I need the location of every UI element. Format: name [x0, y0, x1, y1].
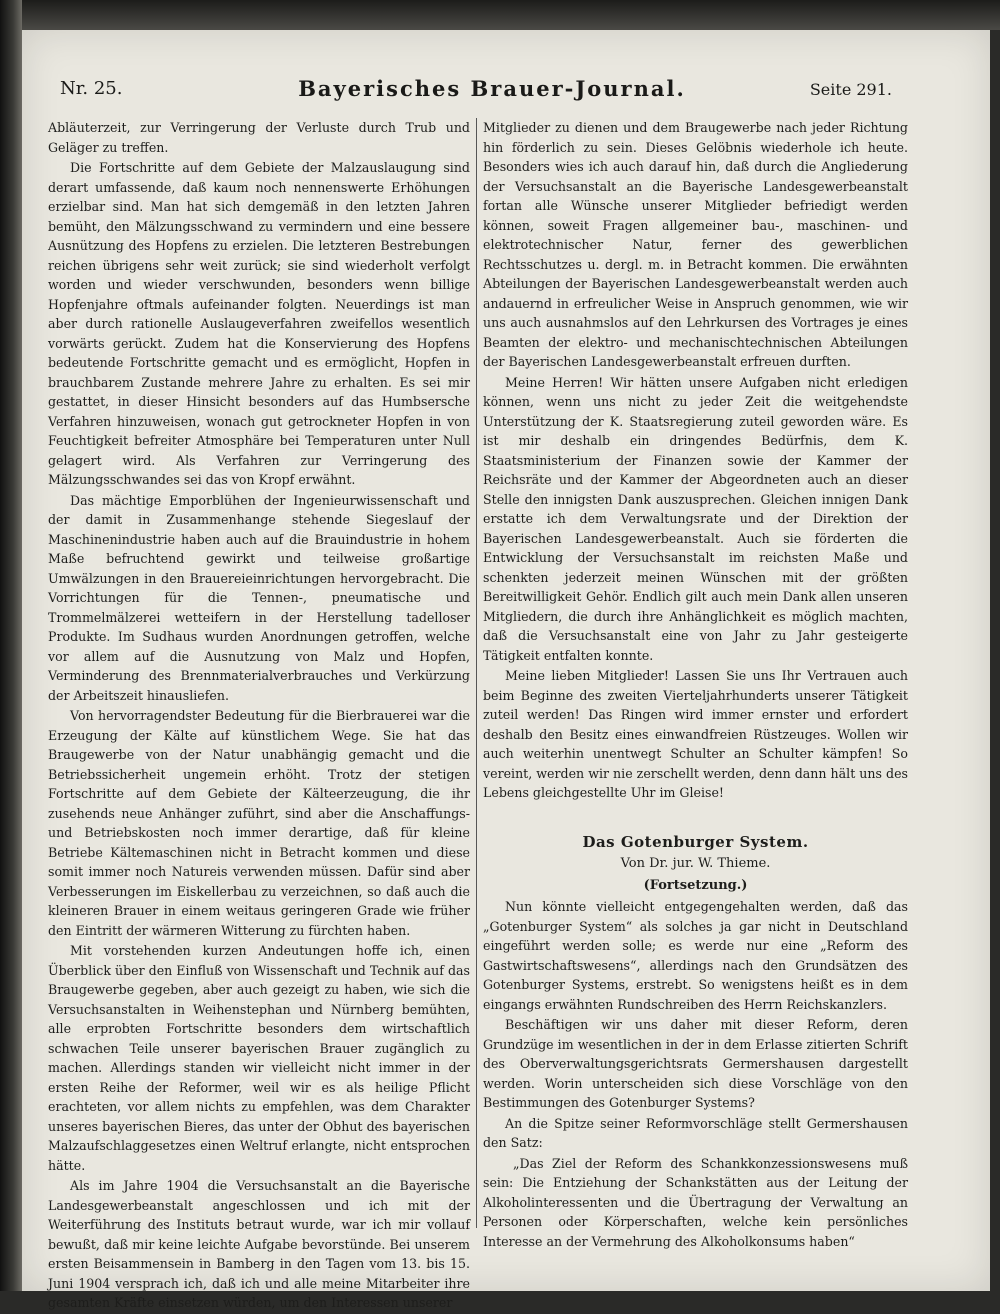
quote-text: „Das Ziel der Reform des Schankkonzessionswesens muß sein: Die Entziehung der Schankstätten aus der Leitung der Alkoholinteressenten und die Übertragung der Verwaltung an Personen oder Körperschaften, welche kein persönliches Interesse an der Vermehrung des Alkoholkonsums haben“ — [483, 1155, 908, 1249]
right-column — [483, 118, 908, 1252]
paragraph: Meine lieben Mitglieder! Lassen Sie uns Ihr Vertrauen auch beim Beginne des zweiten Vierteljahrhunderts unserer Tätigkeit zuteil werden! Das Ringen wird immer ernster und erfordert deshalb den Besitz eines einwandfreien Rüstzeuges. Wollen wir auch weiterhin unentwegt Schulter an Schulter kämpfen! So vereint, werden wir nie zerschellt werden, denn dann hält uns des Lebens gleichgestellte Uhr im Gleise! — [483, 668, 908, 800]
book-spine-shadow — [0, 0, 22, 1291]
paragraph: Beschäftigen wir uns daher mit dieser Reform, deren Grundzüge im wesentlichen in der in dem Erlasse zitierten Schrift des Oberverwaltungsgerichtsrats Germershausen dargestellt werden. Worin unterscheiden sich diese Vorschläge von den Bestimmungen des Gotenburger Systems? — [483, 1017, 908, 1110]
issue-number: Nr. 25. — [60, 78, 123, 99]
paragraph: An die Spitze seiner Reformvorschläge stellt Germershausen den Satz: — [483, 1115, 908, 1150]
paragraph: Als im Jahre 1904 die Versuchsanstalt an die Bayerische Landesgewerbeanstalt angeschlossen und ich mit der Weiterführung des Instituts betraut wurde, war ich mir vollauf bewußt, daß mir keine leichte Aufgabe bevorstünde. Bei unserem ersten Beisammensein in Bamberg in den Tagen vom 13. bis 15. Juni 1904 versprach ich, daß ich und alle meine Mitarbeiter ihre gesamten Kräfte einsetzen würden, um den Interessen unserer — [48, 1178, 470, 1310]
paragraph: Mitglieder zu dienen und dem Braugewerbe nach jeder Richtung hin förderlich zu sein. Dieses Gelöbnis wiederhole ich heute. Besonders wies ich auch darauf hin, daß durch die Angliederung der Versuchsanstalt an die Bayerische Landesgewerbeanstalt fortan alle Wünsche unserer Mitglieder befriedigt werden können, soweit Fragen allgemeiner bau-, maschinen- und elektrotechnischer Natur, ferner des gewerblichen Rechtsschutzes u. dergl. m. in Betracht kommen. Die erwähnten Abteilungen der Bayerischen Landesgewerbeanstalt werden auch andauernd in erfreulicher Weise in Anspruch genommen, wie wir uns auch ausnahmslos auf den Lehrkursen des Vortrages je eines Beamten der elektro- und mechanischtechnischen Abteilungen der Bayerischen Landesgewerbeanstalt erfreuen durften. — [483, 120, 908, 369]
scan-top-edge — [0, 0, 1000, 30]
continuation-note: (Fortsetzung.) — [643, 877, 748, 893]
paragraph: Das mächtige Emporblühen der Ingenieurwissenschaft und der damit in Zusammenhange stehende Siegeslauf der Maschinenindustrie haben auch auf die Brauindustrie in hohem Maße befruchtend gewirkt und teilweise großartige Umwälzungen in den Brauereieinrichtungen hervorgebracht. Die Vorrichtungen für die Tennen-, pneumatische und Trommelmälzerei wetteifern in der Herstellung tadelloser Produkte. Im Sudhaus wurden Anordnungen getroffen, welche vor allem auf die Ausnutzung von Malz und Hopfen, Verminderung des Brennmaterialverbrauches und Verkürzung der Arbeitszeit hinausliefen. — [48, 492, 470, 703]
paragraph: Mit vorstehenden kurzen Andeutungen hoffe ich, einen Überblick über den Einfluß von Wissenschaft und Technik auf das Braugewerbe gegeben, aber auch gezeigt zu haben, wie sich die Versuchsanstalten in Weihenstephan und Nürnberg bemühten, alle erprobten Fortschritte besonders dem wirtschaftlich schwachen Teile unserer bayerischen Brauer zugänglich zu machen. Allerdings standen wir vielleicht nicht immer in der ersten Reihe der Reformer, weil wir es als heilige Pflicht erachteten, vor allem nichts zu empfehlen, was dem Charakter unseres bayerischen Bieres, das unter der Obhut des bayerischen Malzaufschlaggesetzes einen Weltruf erlangte, nicht entsprochen hätte. — [48, 943, 470, 1173]
paragraph: Von hervorragendster Bedeutung für die Bierbrauerei war die Erzeugung der Kälte auf künstlichem Wege. Sie hat das Braugewerbe von der Natur unabhängig gemacht und die Betriebssicherheit ungemein erhöht. Trotz der stetigen Fortschritte auf dem Gebiete der Kälteerzeugung, die ihr zusehends neue Anhänger zuführt, sind aber die Anschaffungs- und Betriebskosten noch immer derartige, daß für kleine Betriebe Kältemaschinen nicht in Betracht kommen und diese somit immer noch Natureis verwenden müssen. Dafür sind aber Verbesserungen im Eiskellerbau zu verzeichnen, so daß auch die kleineren Brauer in einem weitaus geringeren Grade wie früher den Eintritt der wärmeren Witterung zu fürchten haben. — [48, 708, 470, 938]
block-quote — [483, 1154, 908, 1252]
article-byline: Von Dr. jur. W. Thieme. — [620, 856, 771, 871]
paragraph: Die Fortschritte auf dem Gebiete der Malzauslaugung sind derart umfassende, daß kaum noch nennenswerte Erhöhungen erzielbar sind. Man hat sich demgemäß in den letzten Jahren bemüht, den Mälzungsschwand zu vermindern und eine bessere Ausnützung des Hopfens zu erzielen. Die letzteren Bestrebungen reichen übrigens sehr weit zurück; sie sind wiederholt verfolgt worden und wieder verschwunden, besonders wenn billige Hopfenjahre oftmals aufeinander folgten. Neuerdings ist man aber durch rationelle Auslaugeverfahren zweifellos wesentlich vorwärts gerückt. Zudem hat die Konservierung des Hopfens bedeutende Fortschritte gemacht und es ermöglicht, Hopfen in brauchbarem Zustande mehrere Jahre zu erhalten. Es sei mir gestattet, in dieser Hinsicht besonders auf das Humbsersche Verfahren hinzuweisen, wonach gut getrockneter Hopfen in von Feuchtigkeit befreiter Atmosphäre bei Temperaturen unter Null gelagert wird. Als Verfahren zur Verringerung des Mälzungsschwandes sei das von Kropf erwähnt. — [48, 160, 470, 487]
paragraph: Abläuterzeit, zur Verringerung der Verluste durch Trub und Geläger zu treffen. — [48, 120, 470, 155]
journal-title: Bayerisches Brauer-Journal. — [298, 76, 686, 101]
paragraph: Nun könnte vielleicht entgegengehalten werden, daß das „Gotenburger System“ als solches ja gar nicht in Deutschland eingeführt werden solle; es werde nur eine „Reform des Gastwirtschaftswesens“, allerdings nach den Grundsätzen des Gotenburger Systems, erstrebt. So wenigstens heißt es in dem eingangs erwähnten Rundschreiben des Herrn Reichskanzlers. — [483, 899, 908, 1012]
column-divider — [476, 118, 477, 1228]
paragraph: Meine Herren! Wir hätten unsere Aufgaben nicht erledigen können, wenn uns nicht zu jeder Zeit die weitgehendste Unterstützung der K. Staatsregierung zuteil geworden wäre. Es ist mir deshalb ein dringendes Bedürfnis, dem K. Staatsministerium der Finanzen sowie der Kammer der Reichsräte und der Kammer der Abgeordneten auch an dieser Stelle den innigsten Dank auszusprechen. Gleichen innigen Dank erstatte ich dem Verwaltungsrate und der Direktion der Bayerischen Landesgewerbeanstalt. Auch sie förderten die Entwicklung der Versuchsanstalt im reichsten Maße und schenkten jederzeit meinen Wünschen mit der größten Bereitwilligkeit Gehör. Endlich gilt auch mein Dank allen unseren Mitgliedern, die durch ihre Anhänglichkeit es möglich machten, daß die Versuchsanstalt eine von Jahr zu Jahr gesteigerte Tätigkeit entfalten konnte. — [483, 374, 908, 663]
page-header — [42, 78, 900, 108]
article-title: Das Gotenburger System. — [582, 832, 809, 851]
page-number: Seite 291. — [809, 80, 892, 99]
left-column — [48, 118, 470, 1314]
